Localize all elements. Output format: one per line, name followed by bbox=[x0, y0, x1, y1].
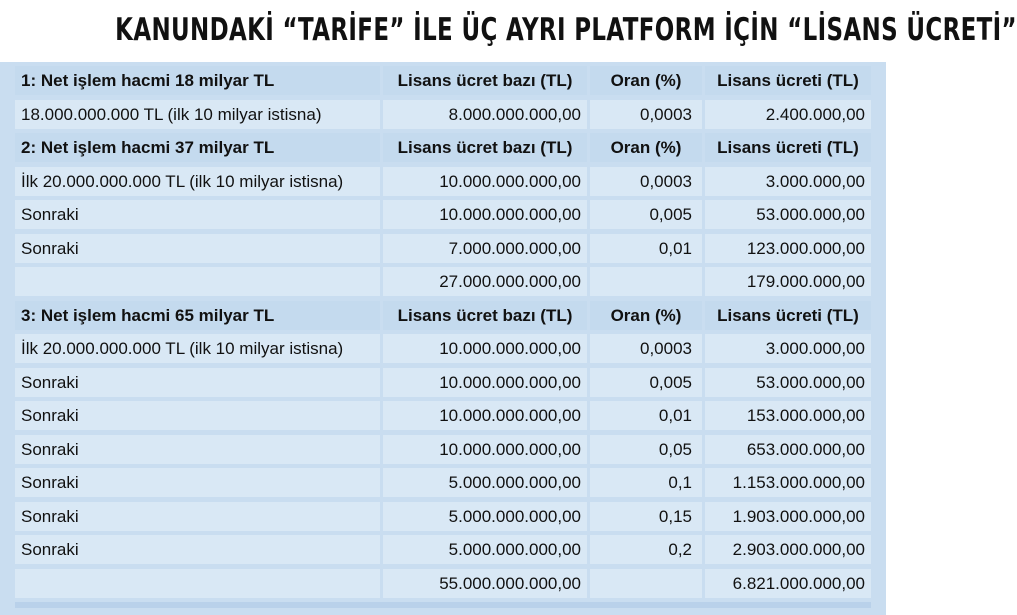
header-base-cell: Lisans ücret bazı (TL) bbox=[383, 66, 587, 95]
fee-cell: 153.000.000,00 bbox=[705, 401, 871, 430]
table-row bbox=[0, 234, 886, 266]
base-cell: 8.000.000.000,00 bbox=[383, 100, 587, 129]
table-row bbox=[0, 267, 886, 299]
table-row bbox=[0, 200, 886, 232]
fee-cell: 653.000.000,00 bbox=[705, 435, 871, 464]
fee-cell: 2.903.000.000,00 bbox=[705, 535, 871, 564]
base-cell: 10.000.000.000,00 bbox=[383, 401, 587, 430]
rate-cell: 0,2 bbox=[590, 535, 702, 564]
header-base-cell: Lisans ücret bazı (TL) bbox=[383, 301, 587, 330]
base-cell: 10.000.000.000,00 bbox=[383, 334, 587, 363]
base-cell: 5.000.000.000,00 bbox=[383, 468, 587, 497]
header-label-cell: 2: Net işlem hacmi 37 milyar TL bbox=[15, 133, 380, 162]
base-cell: 10.000.000.000,00 bbox=[383, 368, 587, 397]
section-header-row bbox=[0, 301, 886, 333]
table-row bbox=[0, 435, 886, 467]
rate-cell: 0,1 bbox=[590, 468, 702, 497]
table-row bbox=[0, 502, 886, 534]
fee-cell: 2.400.000,00 bbox=[705, 100, 871, 129]
base-cell: 10.000.000.000,00 bbox=[383, 200, 587, 229]
fee-cell: 53.000.000,00 bbox=[705, 200, 871, 229]
rate-cell: 0,01 bbox=[590, 401, 702, 430]
section-header-row bbox=[0, 133, 886, 165]
license-fee-table bbox=[0, 62, 886, 615]
base-cell: 27.000.000.000,00 bbox=[383, 267, 587, 296]
label-cell: Sonraki bbox=[15, 368, 380, 397]
label-cell: Sonraki bbox=[15, 200, 380, 229]
fee-cell: 1.903.000.000,00 bbox=[705, 502, 871, 531]
header-base-cell: Lisans ücret bazı (TL) bbox=[383, 133, 587, 162]
base-cell: 10.000.000.000,00 bbox=[383, 167, 587, 196]
table-row bbox=[0, 100, 886, 132]
label-cell bbox=[15, 569, 380, 598]
rate-cell bbox=[590, 267, 702, 296]
table-row bbox=[0, 167, 886, 199]
table-row bbox=[0, 468, 886, 500]
rate-cell: 0,01 bbox=[590, 234, 702, 263]
fee-cell: 53.000.000,00 bbox=[705, 368, 871, 397]
fee-cell: 3.000.000,00 bbox=[705, 334, 871, 363]
rate-cell: 0,005 bbox=[590, 200, 702, 229]
header-fee-cell: Lisans ücreti (TL) bbox=[705, 133, 871, 162]
rate-cell: 0,0003 bbox=[590, 334, 702, 363]
table-bottom-border bbox=[15, 602, 871, 608]
table-row bbox=[0, 535, 886, 567]
label-cell: Sonraki bbox=[15, 435, 380, 464]
header-rate-cell: Oran (%) bbox=[590, 133, 702, 162]
fee-cell: 1.153.000.000,00 bbox=[705, 468, 871, 497]
label-cell: İlk 20.000.000.000 TL (ilk 10 milyar istisna) bbox=[15, 334, 380, 363]
label-cell: Sonraki bbox=[15, 468, 380, 497]
rate-cell: 0,005 bbox=[590, 368, 702, 397]
rate-cell: 0,15 bbox=[590, 502, 702, 531]
fee-cell: 179.000.000,00 bbox=[705, 267, 871, 296]
header-label-cell: 3: Net işlem hacmi 65 milyar TL bbox=[15, 301, 380, 330]
rate-cell: 0,0003 bbox=[590, 167, 702, 196]
fee-cell: 3.000.000,00 bbox=[705, 167, 871, 196]
label-cell bbox=[15, 267, 380, 296]
base-cell: 7.000.000.000,00 bbox=[383, 234, 587, 263]
rate-cell: 0,05 bbox=[590, 435, 702, 464]
base-cell: 5.000.000.000,00 bbox=[383, 502, 587, 531]
header-fee-cell: Lisans ücreti (TL) bbox=[705, 66, 871, 95]
table-row bbox=[0, 368, 886, 400]
label-cell: 18.000.000.000 TL (ilk 10 milyar istisna) bbox=[15, 100, 380, 129]
page-title: KANUNDAKİ “TARİFE” İLE ÜÇ AYRI PLATFORM İÇİN “LİSANS ÜCRETİ” bbox=[115, 12, 1017, 48]
label-cell: Sonraki bbox=[15, 535, 380, 564]
base-cell: 55.000.000.000,00 bbox=[383, 569, 587, 598]
label-cell: İlk 20.000.000.000 TL (ilk 10 milyar istisna) bbox=[15, 167, 380, 196]
header-fee-cell: Lisans ücreti (TL) bbox=[705, 301, 871, 330]
rate-cell bbox=[590, 569, 702, 598]
table-row bbox=[0, 401, 886, 433]
label-cell: Sonraki bbox=[15, 502, 380, 531]
table-row bbox=[0, 334, 886, 366]
section-header-row bbox=[0, 66, 886, 98]
header-label-cell: 1: Net işlem hacmi 18 milyar TL bbox=[15, 66, 380, 95]
label-cell: Sonraki bbox=[15, 234, 380, 263]
base-cell: 10.000.000.000,00 bbox=[383, 435, 587, 464]
table-row bbox=[0, 569, 886, 601]
base-cell: 5.000.000.000,00 bbox=[383, 535, 587, 564]
header-rate-cell: Oran (%) bbox=[590, 66, 702, 95]
rate-cell: 0,0003 bbox=[590, 100, 702, 129]
label-cell: Sonraki bbox=[15, 401, 380, 430]
fee-cell: 123.000.000,00 bbox=[705, 234, 871, 263]
header-rate-cell: Oran (%) bbox=[590, 301, 702, 330]
fee-cell: 6.821.000.000,00 bbox=[705, 569, 871, 598]
